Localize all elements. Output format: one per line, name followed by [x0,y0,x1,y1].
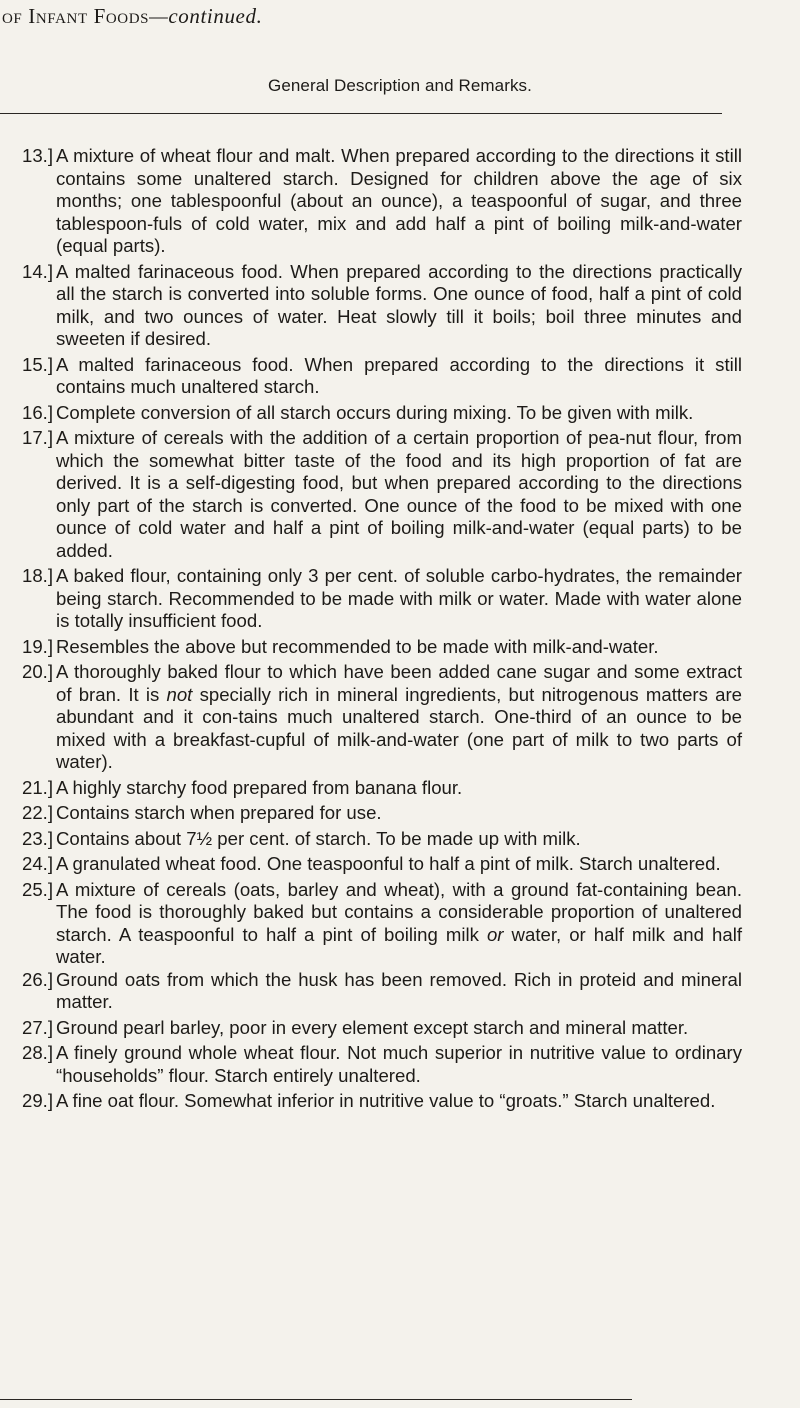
entry-text: Complete conversion of all starch occurs during mixing. To be given with milk. [56,401,694,423]
running-head-suffix: —continued. [149,4,263,28]
entry-20 [22,661,742,774]
entry-number: 16.] [22,401,54,423]
entry-text [56,879,742,969]
entry-23 [22,828,742,851]
entry-number: 22.] [22,802,54,823]
entry-text: A fine oat flour. Somewhat inferior in nutritive value to “groats.” Starch unaltered. [56,1090,716,1111]
entry-15 [22,354,742,399]
entry-text-start: A thoroughly baked flour to which have been added cane sugar and some extract of bran. It is [56,661,742,705]
entry-text: A highly starchy food prepared from banana flour. [56,776,463,798]
entry-list [22,145,742,1113]
entry-text: A mixture of cereals with the addition of a certain proportion of pea-nut flour, from which the somewhat bitter taste of the food and its high proportion of fat are derived. It is a self-digesting food, but when prepared according to the directions only part of the starch is converted. One ounce of the food to be mixed with one ounce of cold water and half a pint of boiling milk-and-water (equal parts) to be added. [56,427,742,561]
entry-number: 27.] [22,1016,54,1038]
entry-text: A malted farinaceous food. When prepared according to the directions it still contains much unaltered starch. [56,353,742,397]
entry-number: 19.] [22,635,54,657]
entry-13 [22,145,742,258]
running-head-title: Infant Foods [28,4,150,28]
entry-text: Ground pearl barley, poor in every element except starch and mineral matter. [56,1016,689,1038]
entry-number: 29.] [22,1090,54,1111]
entry-text: A baked flour, containing only 3 per cent. of soluble carbo-hydrates, the remainder being starch. Recommended to be made with milk or water. Made with water alone is totally insufficient food. [56,565,742,631]
entry-text [56,661,742,774]
entry-number: 26.] [22,968,54,990]
entry-number: 28.] [22,1042,54,1063]
entry-29 [22,1090,742,1113]
entry-text-end: water, or half milk and half water. [56,923,742,967]
entry-16 [22,402,742,425]
entry-number: 25.] [22,878,54,900]
entry-text-emphasis: or [486,923,504,945]
entry-21 [22,777,742,800]
entry-number: 14.] [22,260,54,282]
entry-18 [22,565,742,633]
entry-number: 23.] [22,827,54,849]
bottom-rule [0,1399,632,1400]
running-head [2,6,262,27]
column-heading: General Description and Remarks. [268,76,532,95]
entry-number: 20.] [22,661,54,682]
entry-text-end: specially rich in mineral ingredients, but nitrogenous matters are abundant and it con-tains much unaltered starch. One-third of an ounce to be mixed with a breakfast-cupful of milk-and-water (one part of milk to two parts of water). [56,683,742,772]
entry-25 [22,879,742,969]
entry-28 [22,1042,742,1087]
entry-number: 17.] [22,427,54,448]
entry-number: 13.] [22,145,54,166]
entry-text: Contains starch when prepared for use. [56,802,382,823]
top-rule [0,113,722,114]
entry-text: Resembles the above but recommended to be made with milk-and-water. [56,635,659,657]
entry-26 [22,969,742,1014]
entry-17 [22,427,742,562]
entry-19 [22,636,742,659]
entry-22 [22,802,742,825]
entry-27 [22,1017,742,1040]
entry-text: A mixture of wheat flour and malt. When prepared according to the directions it still contains some unaltered starch. Designed for children above the age of six months; one tablespoonful (about an ounce), a teaspoonful of sugar, and three tablespoon-fuls of cold water, mix and add half a pint of boiling milk-and-water (equal parts). [56,145,742,256]
entry-text: Contains about 7½ per cent. of starch. To be made up with milk. [56,827,581,849]
entry-text: A finely ground whole wheat flour. Not much superior in nutritive value to ordinary “households” flour. Starch entirely unaltered. [56,1042,742,1086]
entry-text: A malted farinaceous food. When prepared according to the directions practically all the starch is converted into soluble forms. One ounce of food, half a pint of cold milk, and two ounces of water. Heat slowly till it boils; boil three minutes and sweeten if desired. [56,260,742,349]
entry-14 [22,261,742,351]
running-head-prefix: of [2,4,29,28]
entry-text: A granulated wheat food. One teaspoonful to half a pint of milk. Starch unaltered. [56,853,721,874]
entry-text-start: A mixture of cereals (oats, barley and wheat), with a ground fat-containing bean. The food is thoroughly baked but contains a considerable proportion of unaltered starch. A teaspoonful to half a pint of boiling milk [56,878,742,945]
entry-24 [22,853,742,876]
entry-text-emphasis: not [166,683,193,705]
entry-number: 21.] [22,776,54,798]
entry-number: 15.] [22,353,54,375]
entry-number: 24.] [22,853,54,874]
entry-number: 18.] [22,565,54,586]
entry-text: Ground oats from which the husk has been removed. Rich in proteid and mineral matter. [56,968,742,1012]
